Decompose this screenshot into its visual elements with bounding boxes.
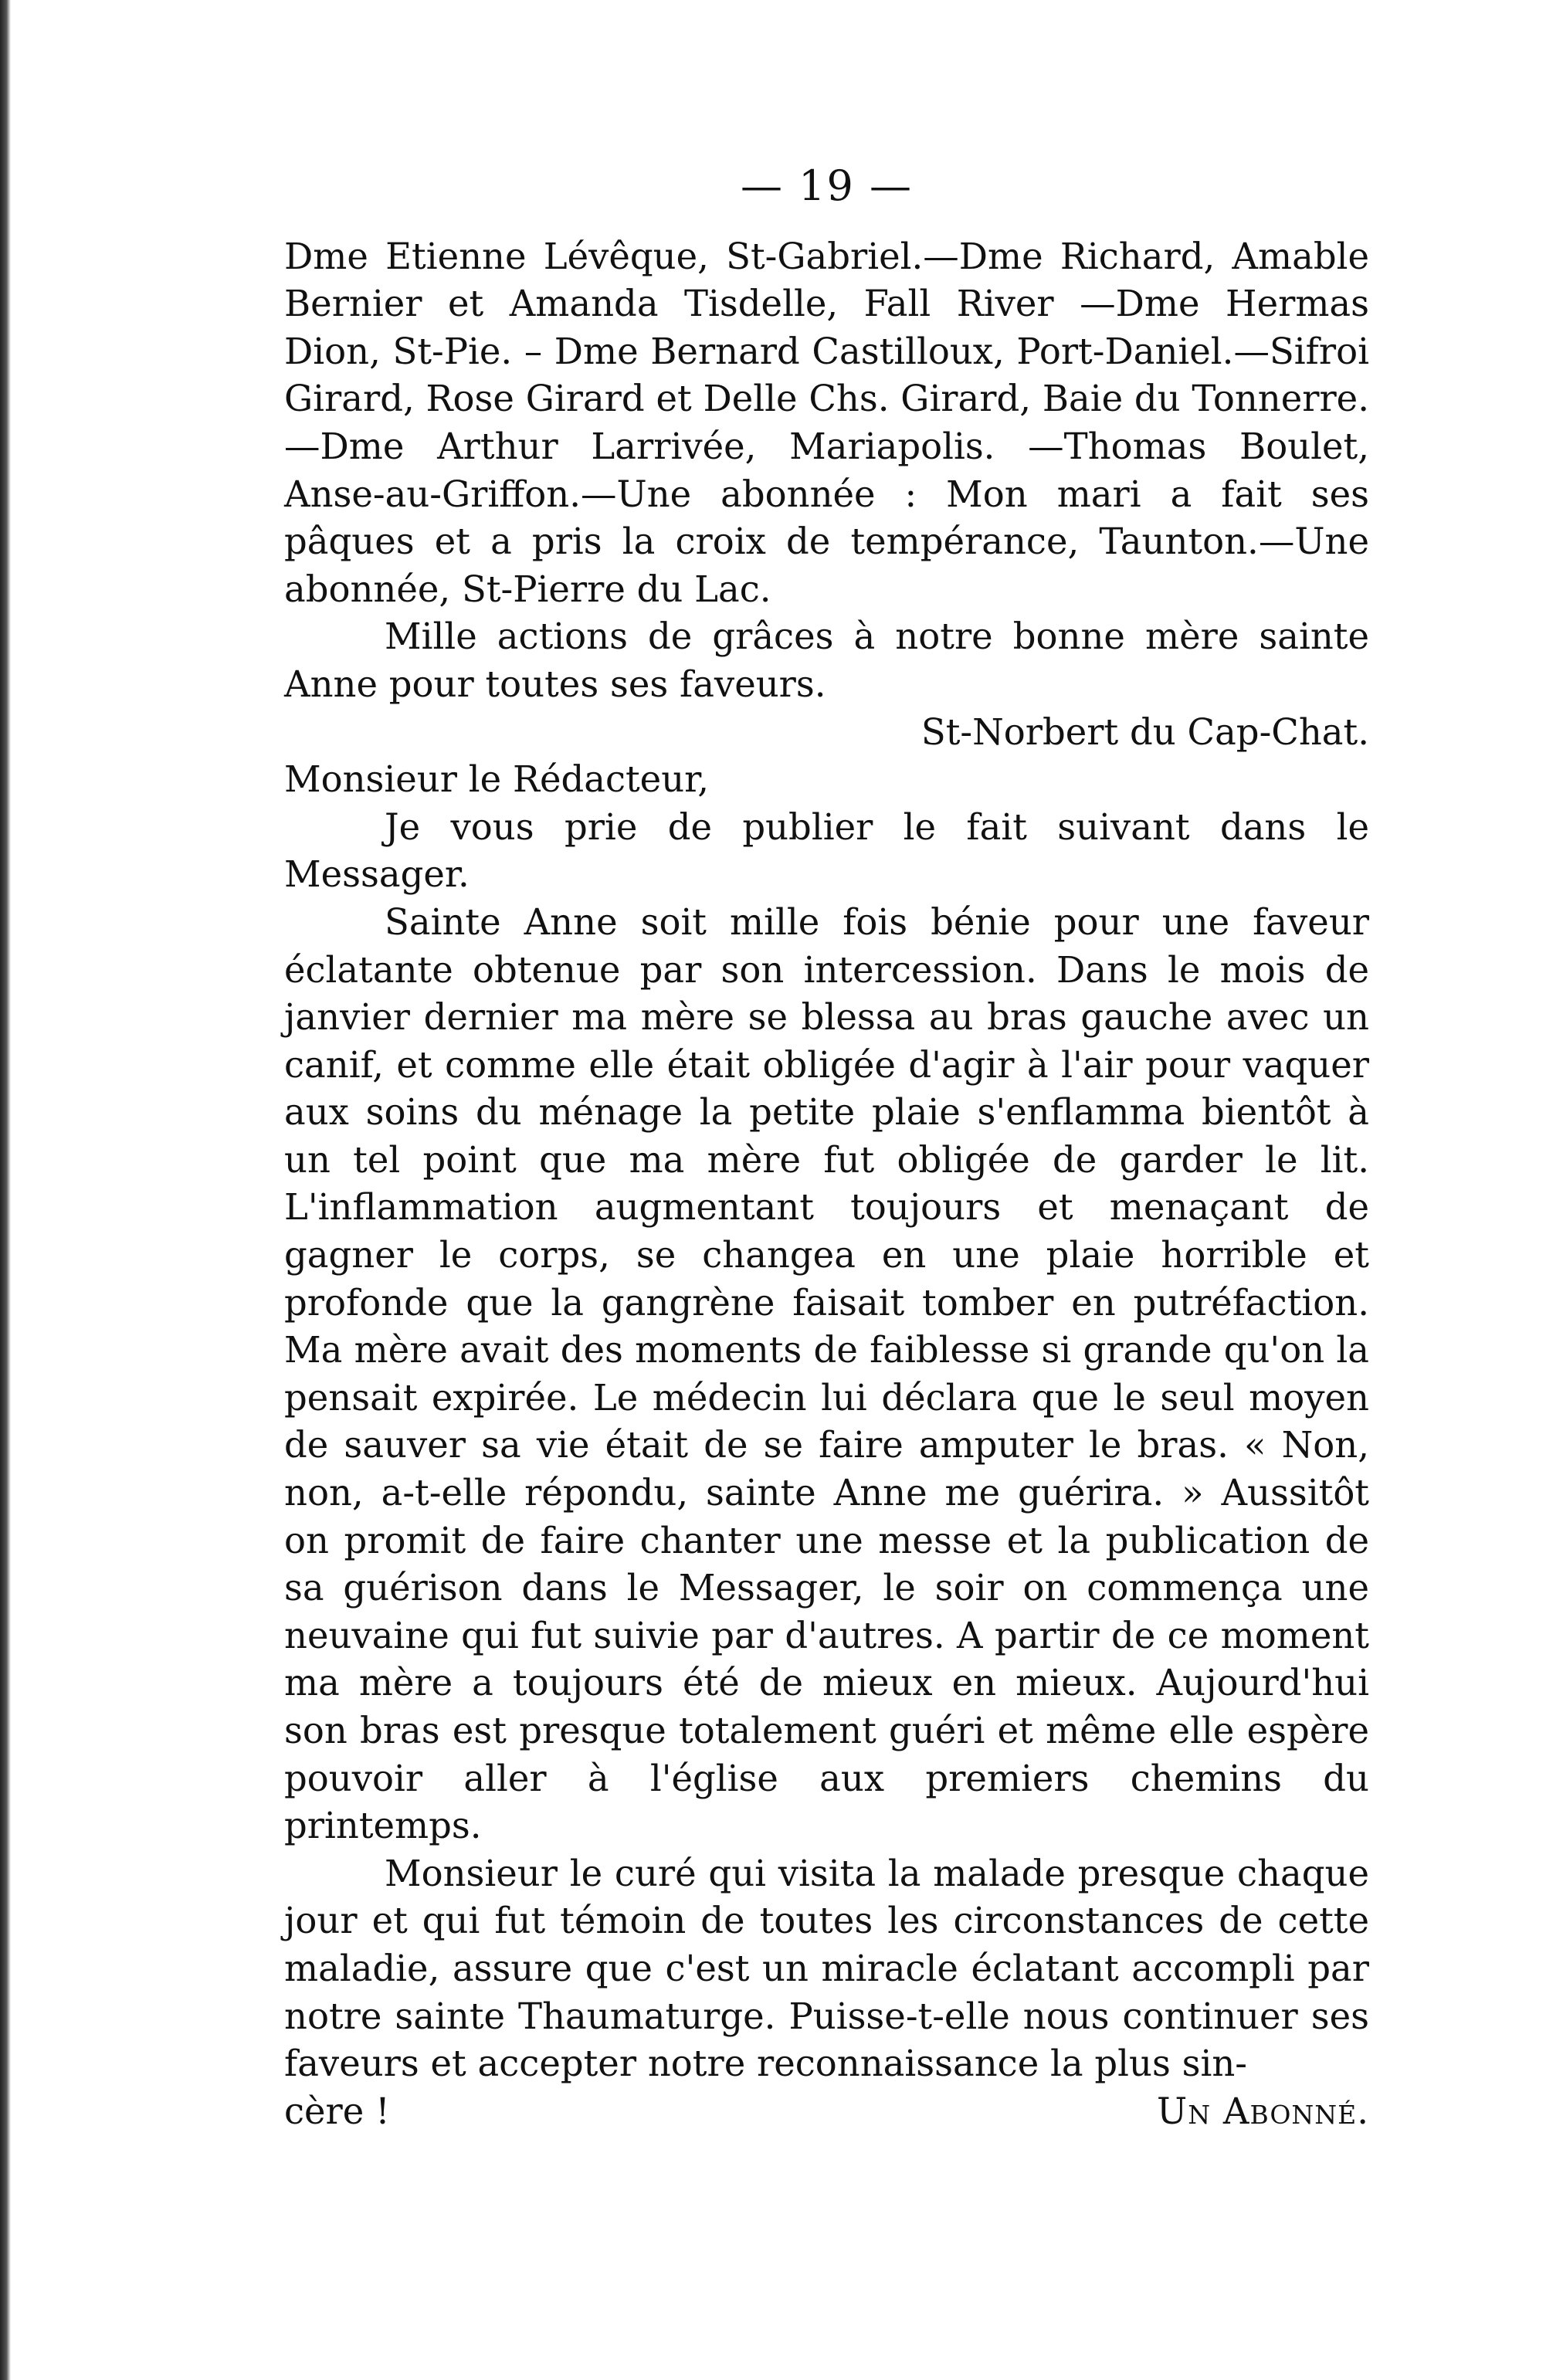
letter-signature: Un Abonné. (1157, 2090, 1369, 2132)
closing-word: cère ! (284, 2090, 390, 2132)
document-page (284, 162, 1369, 2135)
letter-closing-row (284, 2088, 1369, 2136)
thanks-paragraph: Mille actions de grâces à notre bonne mère sainte Anne pour toutes ses faveurs. (284, 615, 1369, 705)
letter-paragraph-request: Je vous prie de publier le fait suivant dans le Messager. (284, 805, 1369, 896)
letter-place: St-Norbert du Cap-Chat. (921, 710, 1369, 753)
book-binding-edge (0, 0, 11, 2380)
letter-salutation: Monsieur le Rédacteur, (284, 758, 710, 801)
letter-paragraph-account: Sainte Anne soit mille fois bénie pour une faveur éclatante obtenue par son intercession. Dans le mois de janvier dernier ma mère se blessa au bras gauche avec un canif, et comme elle était obligée d'agir à l'air pour vaquer aux soins du ménage la petite plaie s'enflamma bientôt à un tel point que ma mère fut obligée de garder le lit. L'inflammation augmentant toujours et menaçant de gagner le corps, se changea en une plaie horrible et profonde que la gangrène faisait tomber en putréfaction. Ma mère avait des moments de faiblesse si grande qu'on la pensait expirée. Le médecin lui déclara que le seul moyen de sauver sa vie était de se faire amputer le bras. « Non, non, a-t-elle répondu, sainte Anne me guérira. » Aussitôt on promit de faire chanter une messe et la publication de sa guérison dans le Messager, le soir on commença une neuvaine qui fut suivie par d'autres. A partir de ce moment ma mère a toujours été de mieux en mieux. Aujourd'hui son bras est presque totalement guéri et même elle espère pouvoir aller à l'église aux premiers chemins du printemps. (284, 900, 1369, 1847)
page-number: — 19 — (740, 161, 914, 210)
letter-paragraph-testimony: Monsieur le curé qui visita la malade presque chaque jour et qui fut témoin de toutes les circonstances de cette maladie, assure que c'est un miracle éclatant accompli par notre sainte Thaumaturge. Puisse-t-elle nous continuer ses faveurs et accepter notre reconnaissance la plus sin- (284, 1852, 1369, 2085)
graces-list-paragraph: Dme Etienne Lévêque, St-Gabriel.—Dme Richard, Amable Bernier et Amanda Tisdelle, Fall River —Dme Hermas Dion, St-Pie. – Dme Bernard Castilloux, Port-Daniel.—Sifroi Girard, Rose Girard et Delle Chs. Girard, Baie du Tonnerre.—Dme Arthur Larrivée, Mariapolis. —Thomas Boulet, Anse-au-Griffon.—Une abonnée : Mon mari a fait ses pâques et a pris la croix de tempérance, Taunton.—Une abonnée, St-Pierre du Lac. (284, 235, 1369, 610)
